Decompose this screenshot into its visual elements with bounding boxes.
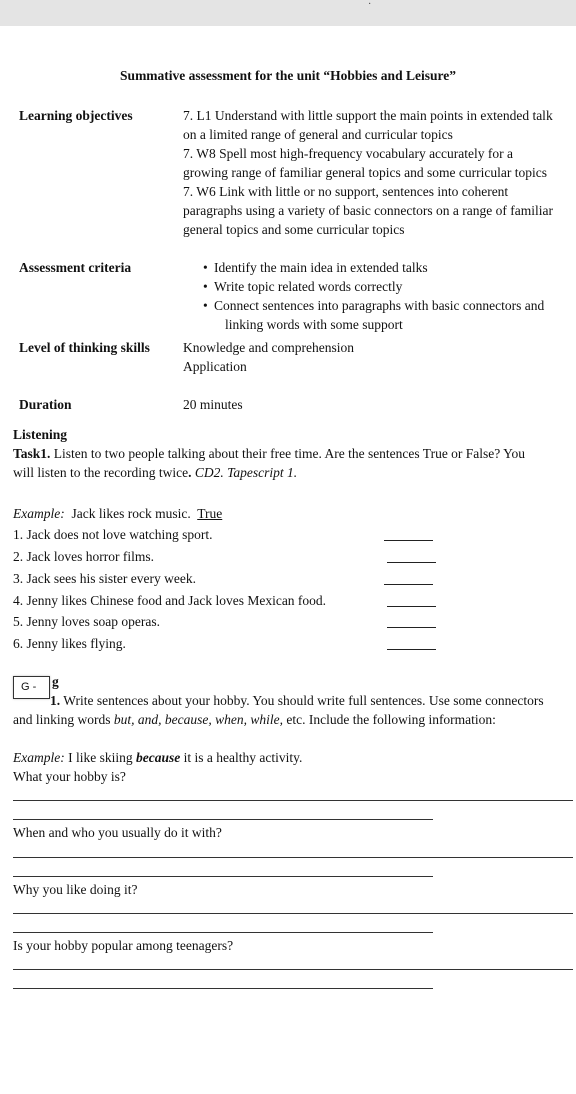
objective-line: on a limited range of general and curricular topics: [183, 127, 453, 142]
example-text: I like skiing: [64, 750, 136, 765]
duration-label: Duration: [19, 397, 72, 412]
writing-question: What your hobby is?: [13, 769, 126, 784]
assessment-criteria-list: [183, 258, 573, 334]
writing-task-text: Write sentences about your hobby. You should write full sentences. Use some connectors: [60, 693, 544, 708]
duration-value: 20 minutes: [183, 397, 243, 412]
writing-task-text: and linking words: [13, 712, 114, 727]
answer-blank[interactable]: [387, 562, 436, 563]
listening-item: 3. Jack sees his sister every week.: [13, 571, 196, 586]
answer-blank[interactable]: [387, 606, 436, 607]
task-text: will listen to the recording twice: [13, 465, 189, 480]
criteria-text: Write topic related words correctly: [214, 279, 403, 294]
criteria-item: [183, 258, 573, 277]
answer-blank[interactable]: [387, 627, 436, 628]
example-text: it is a healthy activity.: [180, 750, 303, 765]
writing-question: When and who you usually do it with?: [13, 825, 222, 840]
writing-task-label: 1.: [50, 693, 61, 708]
task-text-punct: .: [188, 465, 195, 480]
answer-line[interactable]: [13, 913, 573, 914]
answer-line[interactable]: [13, 876, 433, 877]
criteria-text: Connect sentences into paragraphs with basic connectors and: [214, 298, 545, 313]
task-label: Task1.: [13, 446, 51, 461]
objective-line: 7. L1 Understand with little support the main points in extended talk: [183, 108, 553, 123]
learning-objectives-text: [183, 106, 573, 239]
assessment-criteria-label: Assessment criteria: [19, 260, 132, 275]
thinking-skills-label: Level of thinking skills: [19, 340, 150, 355]
thinking-skill: Knowledge and comprehension: [183, 340, 354, 355]
thinking-skill: Application: [183, 359, 247, 374]
writing-question: Is your hobby popular among teenagers?: [13, 938, 234, 953]
writing-task-text: etc. Include the following information:: [282, 712, 496, 727]
listening-item: 5. Jenny loves soap operas.: [13, 614, 160, 629]
learning-objectives-label: Learning objectives: [19, 108, 133, 123]
listening-item: 4. Jenny likes Chinese food and Jack loves Mexican food.: [13, 593, 327, 608]
answer-line[interactable]: [13, 932, 433, 933]
g-badge-overlay[interactable]: G -: [13, 676, 50, 699]
criteria-item: [183, 296, 573, 334]
writing-heading-partial: g: [52, 674, 59, 689]
answer-line[interactable]: [13, 819, 433, 820]
listening-heading: Listening: [13, 427, 68, 442]
answer-line[interactable]: [13, 800, 573, 801]
example-answer: True: [197, 506, 223, 521]
top-toolbar-strip: [0, 0, 576, 26]
answer-line[interactable]: [13, 969, 573, 970]
objective-line: general topics and some curricular topics: [183, 222, 405, 237]
answer-blank[interactable]: [387, 649, 436, 650]
toolbar-mark: ·: [368, 0, 372, 10]
listening-item: 6. Jenny likes flying.: [13, 636, 126, 651]
objective-line: growing range of familiar general topics and some curricular topics: [183, 165, 547, 180]
listening-item: 2. Jack loves horror films.: [13, 549, 154, 564]
example-connector: because: [135, 750, 181, 765]
objective-line: 7. W6 Link with little or no support, sentences into coherent: [183, 184, 509, 199]
listening-item: 1. Jack does not love watching sport.: [13, 527, 213, 542]
writing-question: Why you like doing it?: [13, 882, 138, 897]
connectors-list: but, and, because, when, while,: [113, 712, 283, 727]
thinking-skills-text: [183, 338, 573, 376]
tapescript-ref: CD2. Tapescript 1.: [194, 465, 298, 480]
answer-blank[interactable]: [384, 584, 433, 585]
criteria-item: [183, 277, 573, 296]
example-label: Example:: [13, 506, 65, 521]
answer-line[interactable]: [13, 857, 573, 858]
listening-task-instructions: [13, 444, 558, 482]
writing-task-instructions: [13, 691, 558, 729]
writing-example: [13, 748, 302, 767]
answer-line[interactable]: [13, 988, 433, 989]
criteria-text-continued: linking words with some support: [225, 317, 403, 332]
objective-line: 7. W8 Spell most high-frequency vocabulary accurately for a: [183, 146, 514, 161]
example-text: Jack likes rock music.: [71, 506, 191, 521]
answer-blank[interactable]: [384, 540, 433, 541]
listening-example: [13, 504, 222, 523]
page-title: Summative assessment for the unit “Hobbies and Leisure”: [120, 68, 456, 83]
example-label: Example:: [13, 750, 65, 765]
objective-line: paragraphs using a variety of basic connectors on a range of familiar: [183, 203, 553, 218]
criteria-text: Identify the main idea in extended talks: [214, 260, 428, 275]
task-text: Listen to two people talking about their free time. Are the sentences True or False? You: [50, 446, 526, 461]
